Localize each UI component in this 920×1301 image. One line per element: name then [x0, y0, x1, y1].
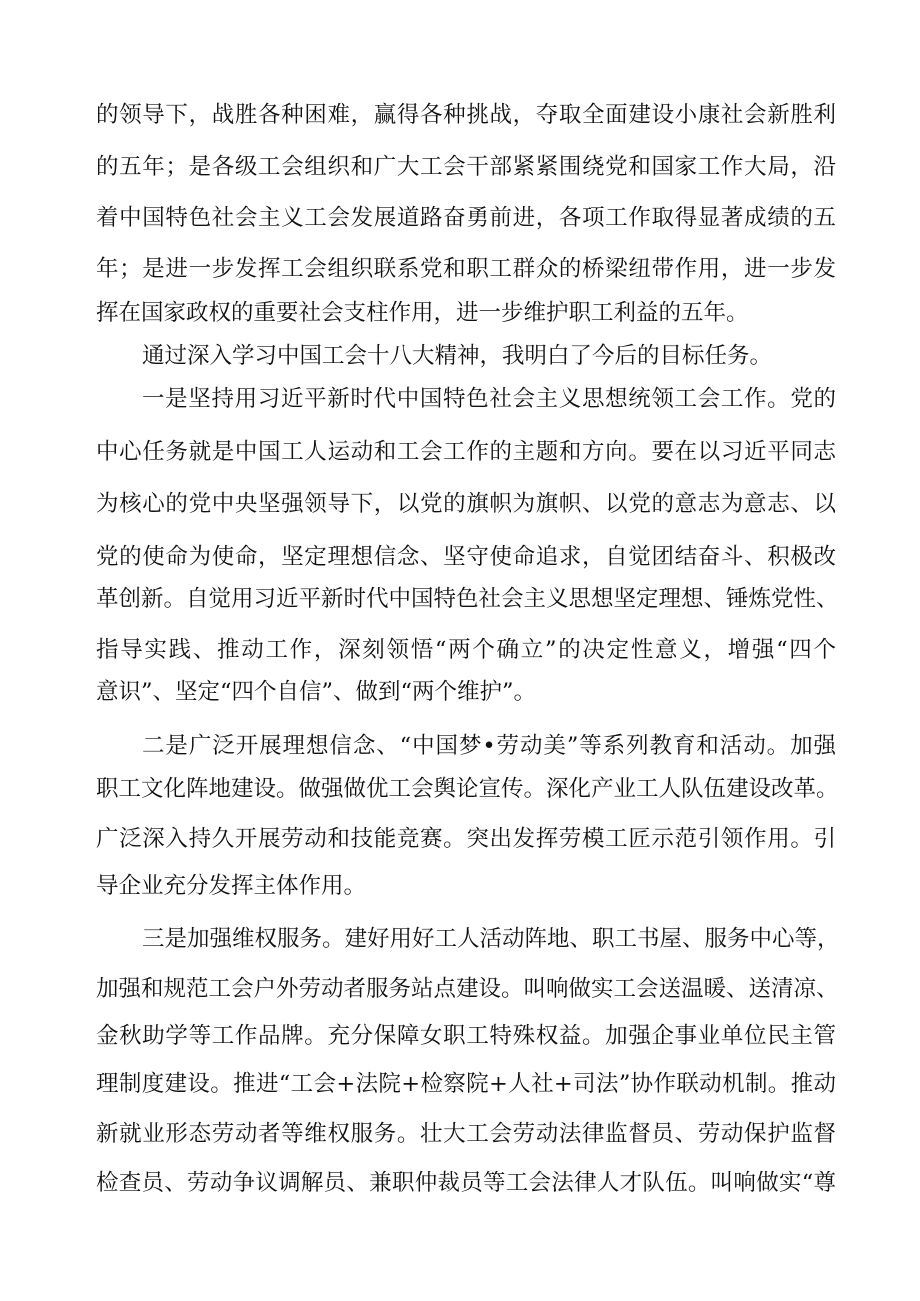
text-line: 的领导下，战胜各种困难，赢得各种挑战，夺取全面建设小康社会新胜利	[96, 102, 836, 128]
text-line: 一是坚持用习近平新时代中国特色社会主义思想统领工会工作。党的	[142, 386, 836, 412]
text-line: 指导实践、推动工作，深刻领悟“两个确立”的决定性意义，增强“四个	[96, 637, 836, 663]
text-line: 中心任务就是中国工人运动和工会工作的主题和方向。要在以习近平同志	[96, 439, 836, 465]
text-line: 职工文化阵地建设。做强做优工会舆论宣传。深化产业工人队伍建设改革。	[96, 776, 839, 802]
text-line: 意识”、坚定“四个自信”、做到“两个维护”。	[96, 679, 537, 705]
text-line: 年；是进一步发挥工会组织联系党和职工群众的桥梁纽带作用，进一步发	[96, 256, 836, 282]
text-line: 通过深入学习中国工会十八大精神，我明白了今后的目标任务。	[142, 343, 773, 369]
text-line: 的五年；是各级工会组织和广大工会干部紧紧围绕党和国家工作大局，沿	[96, 154, 836, 180]
text-line: 理制度建设。推进“工会+法院+检察院+人社+司法”协作联动机制。推动	[96, 1071, 836, 1097]
text-line: 为核心的党中央坚强领导下，以党的旗帜为旗帜、以党的意志为意志、以	[96, 491, 836, 517]
text-line: 加强和规范工会户外劳动者服务站点建设。叫响做实工会送温暖、送清凉、	[96, 976, 839, 1002]
text-line: 二是广泛开展理想信念、“中国梦•劳动美”等系列教育和活动。加强	[142, 733, 836, 759]
text-line: 检查员、劳动争议调解员、兼职仲裁员等工会法律人才队伍。叫响做实“尊	[96, 1170, 836, 1196]
text-line: 导企业充分发挥主体作用。	[96, 873, 367, 899]
text-line: 挥在国家政权的重要社会支柱作用，进一步维护职工利益的五年。	[96, 300, 749, 326]
text-line: 金秋助学等工作品牌。充分保障女职工特殊权益。加强企事业单位民主管	[96, 1023, 836, 1049]
text-line: 新就业形态劳动者等维权服务。壮大工会劳动法律监督员、劳动保护监督	[96, 1121, 836, 1147]
text-line: 广泛深入持久开展劳动和技能竞赛。突出发挥劳模工匠示范引领作用。引	[96, 826, 836, 852]
text-line: 着中国特色社会主义工会发展道路奋勇前进，各项工作取得显著成绩的五	[96, 205, 836, 231]
text-line: 三是加强维权服务。建好用好工人活动阵地、职工书屋、服务中心等，	[142, 926, 840, 952]
text-line: 党的使命为使命，坚定理想信念、坚守使命追求，自觉团结奋斗、积极改	[96, 544, 836, 570]
text-line: 革创新。自觉用习近平新时代中国特色社会主义思想坚定理想、锤炼党性、	[96, 586, 839, 612]
